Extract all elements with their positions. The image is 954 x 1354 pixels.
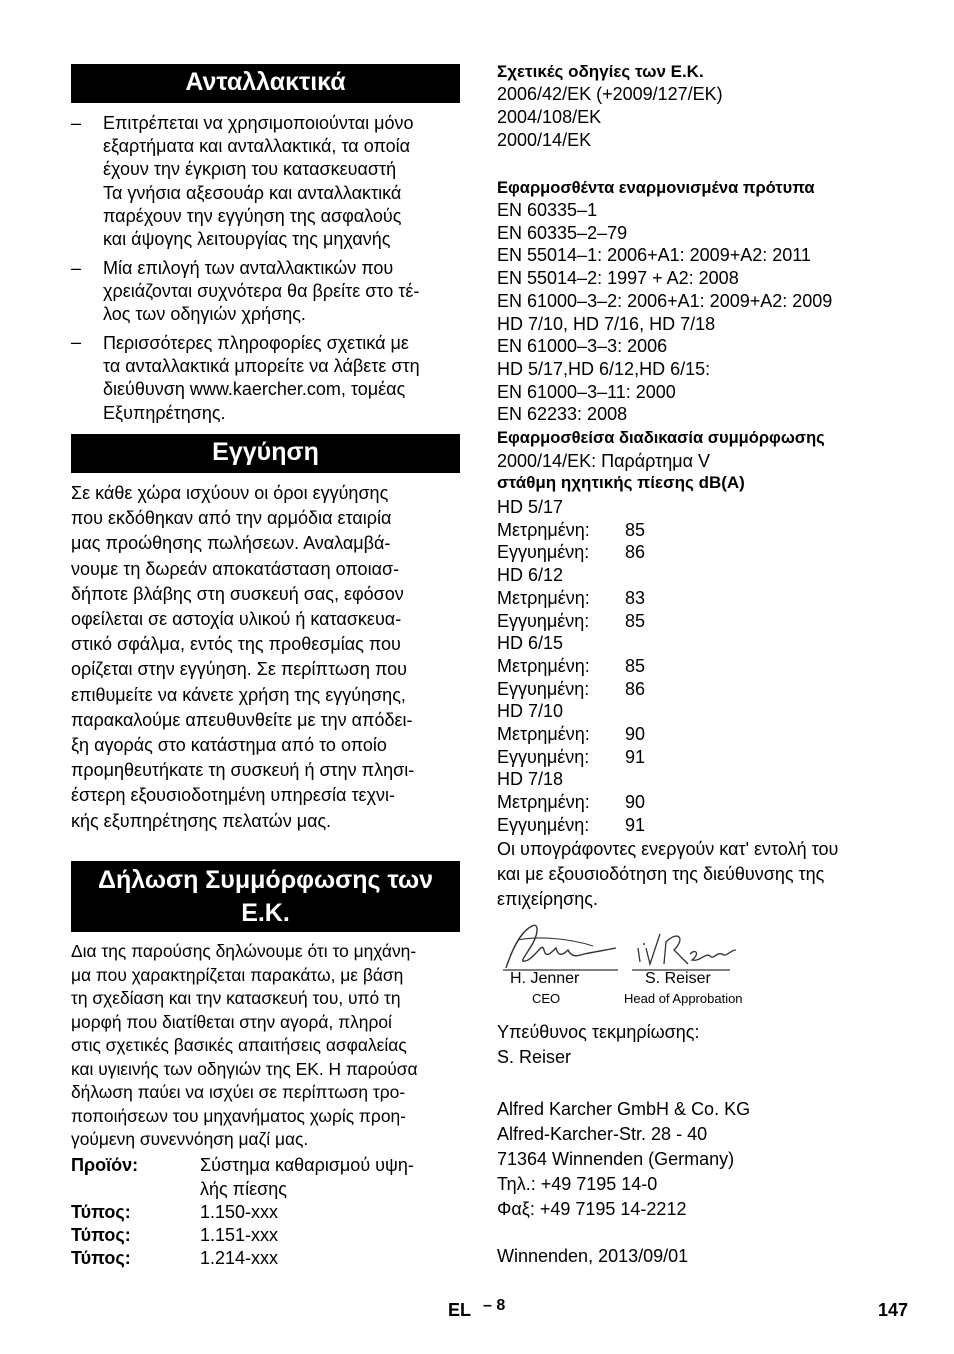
noise-label: Εγγυημένη: [497,610,590,631]
noise-row [497,655,645,678]
responsible-label: Υπεύθυνος τεκμηρίωσης: [497,1022,700,1042]
noise-label: Μετρημένη: [497,792,590,813]
noise-model: HD 6/15 [497,633,564,654]
noise-value: 91 [625,814,646,835]
text-line: τη σχεδίαση και την κατασκευή του, υπό τη [71,988,401,1008]
noise-value: 86 [625,678,646,699]
dash: – [71,332,82,352]
standard-item: EN 61000–3–3: 2006 [497,336,668,357]
signature-reiser-icon [630,920,740,975]
company-address [497,1097,750,1222]
text-line: τα ανταλλακτικά μπορείτε να λάβετε στη [103,356,420,377]
standard-item: EN 61000–3–2: 2006+A1: 2009+A2: 2009 [497,290,833,311]
noise-row [497,746,645,769]
directives-title: Σχετικές οδηγίες των Ε.Κ. [497,62,704,81]
text-line: που εκδόθηκαν από την αρμόδια εταιρία [71,508,392,529]
text-line: Επιτρέπεται να χρησιμοποιούνται μόνο [103,113,414,133]
text-line: Μία επιλογή των ανταλλακτικών που [103,258,394,278]
type-value: 1.214-xxx [200,1248,279,1268]
text-line: παρέχουν την εγγύηση της ασφαλούς [103,205,402,226]
sig2-role: Head of Approbation [624,991,743,1006]
noise-label: Εγγυημένη: [497,678,590,699]
dash: – [71,113,82,133]
text-line: ορίζεται στην εγγύηση. Σε περίπτωση που [71,659,408,680]
text-line: γούμενη συνεννόηση μαζί μας. [71,1129,309,1149]
text-line: στις σχετικές βασικές απαιτήσεις ασφαλείας [71,1035,407,1055]
type-value: 1.151-xxx [200,1225,279,1245]
dash: – [71,258,82,278]
noise-label: Μετρημένη: [497,724,590,745]
text-line: και άψογης λειτουργίας της μηχανής [103,229,391,250]
text-line: ξη αγοράς στο κατάστημα από το οποίο [71,735,387,756]
noise-value: 85 [625,610,646,631]
declaration-text [71,940,418,1152]
text-line: Δια της παρούσης δηλώνουμε ότι το μηχάνη- [71,941,417,961]
responsible-name: S. Reiser [497,1047,572,1067]
noise-value: 90 [625,724,646,745]
noise-row [497,678,645,701]
footer-page-number: 147 [878,1300,909,1320]
text-line: και με εξουσιοδότηση της διεύθυνσης της [497,864,825,884]
signature-jenner-icon [498,920,623,975]
standard-item: EN 55014–2: 1997 + A2: 2008 [497,268,739,289]
text-line: προμηθευτήκατε τη συσκευή ή στην πλησι- [71,760,415,781]
directive-item: 2006/42/ΕΚ (+2009/127/ΕΚ) [497,84,723,104]
noise-value: 90 [625,792,646,813]
noise-label: Εγγυημένη: [497,814,590,835]
footer-language: EL [448,1300,472,1320]
sig2-name: S. Reiser [645,970,711,987]
text-line: κής εξυπηρέτησης πελατών μας. [71,810,332,831]
noise-title: στάθμη ηχητικής πίεσης dB(A) [497,473,745,492]
text-line: έστερη εξουσιοδοτημένη υπηρεσία τεχνι- [71,785,396,806]
text-line: παρακαλούμε απευθυνθείτε με την απόδει- [71,709,413,730]
text-line: οφείλεται σε αστοχία υλικού ή κατασκευα- [71,609,402,630]
address-line: Alfred-Karcher-Str. 28 - 40 [497,1124,708,1144]
text-line: και υγιεινής των οδηγιών της ΕΚ. Η παρούσα [71,1058,418,1079]
noise-row [497,610,645,633]
text-line: δήλωση παύει να ισχύει σε περίπτωση τρο- [71,1082,406,1102]
type-value: 1.150-xxx [200,1202,279,1222]
directive-item: 2004/108/ΕΚ [497,107,602,127]
standard-item: EN 60335–2–79 [497,222,628,243]
noise-row [497,723,645,746]
noise-model: HD 6/12 [497,565,564,586]
text-line: Τα γνήσια αξεσουάρ και ανταλλακτικά [103,182,402,203]
place-date: Winnenden, 2013/09/01 [497,1246,689,1266]
standards-title: Εφαρμοσθέντα εναρμονισμένα πρότυπα [497,179,815,197]
standards-list [497,199,832,426]
text-line: Σε κάθε χώρα ισχύουν οι όροι εγγύησης [71,483,389,503]
noise-model: HD 7/18 [497,769,564,790]
text-line: Εξυπηρέτησης. [103,402,226,423]
product-value: Σύστημα καθαρισμού υψη- [200,1155,414,1175]
noise-row [497,791,645,814]
noise-value: 91 [625,746,646,767]
heading-spare-parts: Ανταλλακτικά [71,64,460,103]
text-line: χρειάζονται συχνότερα θα βρείτε στο τέ- [103,281,420,302]
text-line: Οι υπογράφοντες ενεργούν κατ' εντολή του [497,839,839,859]
text-line: νουμε τη δωρεάν αποκατάσταση οποιασ- [71,558,400,579]
product-label: Προϊόν: [71,1155,139,1175]
text-line: στικό σφάλμα, εντός της προθεσμίας που [71,634,401,655]
procedure-value: 2000/14/ΕΚ: Παράρτημα V [497,451,711,471]
noise-row [497,814,645,837]
noise-value: 86 [625,542,646,563]
text-line: εξαρτήματα και ανταλλακτικά, τα οποία [103,136,411,157]
type-label: Τύπος: [71,1248,131,1268]
sig1-name: H. Jenner [510,970,580,987]
standard-item: EN 60335–1 [497,200,598,220]
noise-value: 85 [625,655,646,676]
address-line: Φαξ: +49 7195 14-2212 [497,1199,687,1219]
type-label: Τύπος: [71,1202,131,1222]
noise-label: Εγγυημένη: [497,542,590,563]
text-line: μα που χαρακτηρίζεται παρακάτω, με βάση [71,964,404,985]
directives-list [497,83,723,152]
heading-declaration-line2: Ε.Κ. [241,899,290,927]
noise-value: 83 [625,587,646,608]
noise-row [497,519,645,542]
heading-declaration [71,861,460,932]
noise-label: Μετρημένη: [497,519,590,540]
noise-label: Εγγυημένη: [497,746,590,767]
text-line: επιχείρησης. [497,889,598,909]
text-line: δήποτε βλάβης στη συσκευή σας, εφόσον [71,583,404,604]
noise-table [497,496,645,837]
noise-model: HD 7/10 [497,701,564,722]
text-line: ποποιήσεων του μηχανήματος χωρίς προη- [71,1105,406,1126]
standard-item: HD 5/17,HD 6/12,HD 6/15: [497,358,711,379]
heading-declaration-line1: Δήλωση Συμμόρφωσης των [98,866,433,894]
text-line: μας προώθησης πωλήσεων. Αναλαμβά- [71,533,391,554]
standard-item: HD 7/10, HD 7/16, HD 7/18 [497,313,716,334]
sig1-role: CEO [532,991,561,1006]
signatories-text [497,837,838,912]
product-value-cont: λής πίεσης [200,1179,287,1199]
standard-item: EN 62233: 2008 [497,404,628,425]
text-line: επιθυμείτε να κάνετε χρήση της εγγύησης, [71,684,406,705]
address-line: Alfred Karcher GmbH & Co. KG [497,1099,751,1119]
footer-section-page: – 8 [483,1297,506,1314]
address-line: Τηλ.: +49 7195 14-0 [497,1174,658,1194]
address-line: 71364 Winnenden (Germany) [497,1149,735,1169]
text-line: διεύθυνση www.kaercher.com, τομέας [103,379,406,400]
warranty-text [71,481,414,834]
text-line: λος των οδηγιών χρήσης. [103,304,306,325]
noise-label: Μετρημένη: [497,587,590,608]
directive-item: 2000/14/ΕΚ [497,130,592,150]
procedure-title: Εφαρμοσθείσα διαδικασία συμμόρφωσης [497,429,825,447]
text-line: Περισσότερες πληροφορίες σχετικά με [103,333,409,353]
noise-row [497,541,645,564]
noise-label: Μετρημένη: [497,655,590,676]
text-line: έχουν την έγκριση του κατασκευαστή [103,159,397,180]
noise-value: 85 [625,519,646,540]
noise-row [497,587,645,610]
standard-item: EN 55014–1: 2006+A1: 2009+A2: 2011 [497,245,811,266]
standard-item: EN 61000–3–11: 2000 [497,381,676,402]
noise-model: HD 5/17 [497,497,564,517]
text-line: μορφή που διατίθεται στην αγορά, πληροί [71,1011,392,1032]
type-label: Τύπος: [71,1225,131,1245]
heading-warranty: Εγγύηση [71,434,460,473]
